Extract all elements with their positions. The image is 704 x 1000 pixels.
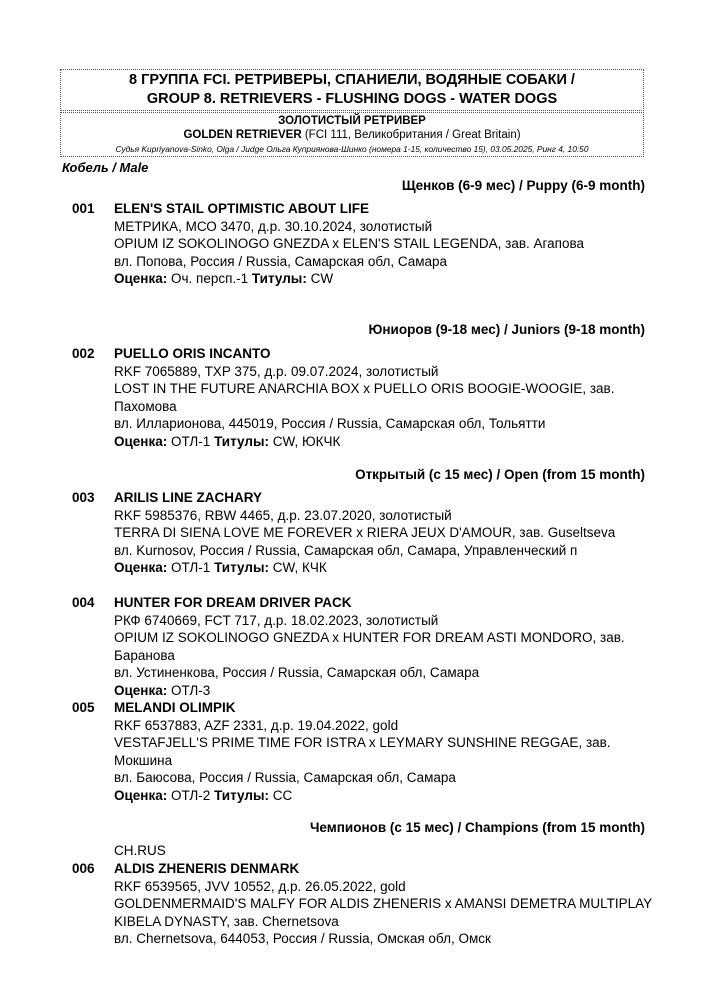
- grade-value: ОТЛ-2: [167, 787, 215, 803]
- entry-number: 002: [72, 346, 95, 361]
- breed-info: [61, 128, 643, 143]
- group-title-ru: 8 ГРУППА FCI. РЕТРИВЕРЫ, СПАНИЕЛИ, ВОДЯНЫЕ СОБАКИ /: [129, 72, 575, 88]
- dog-name: PUELLO ORIS INCANTO: [114, 346, 271, 361]
- parents-breeder: LOST IN THE FUTURE ANARCHIA BOX x PUELLO ORIS BOOGIE-WOOGIE, зав. Пахомова: [114, 381, 615, 414]
- registration: МЕТРИКА, МСО 3470, д.р. 30.10.2024, золотистый: [114, 218, 433, 234]
- owner: вл. Chernetsova, 644053, Россия / Russia, Омская обл, Омск: [114, 931, 491, 946]
- titles-value: CW, ЮКЧК: [268, 433, 341, 449]
- registration: RKF 7065889, TXP 375, д.р. 09.07.2024, золотистый: [114, 363, 439, 379]
- judge-line: Судья Kupriyanova-Sinko, Olga / Judge Ольга Куприянова-Шинко (номера 1-15, количество 15), 03.05.2025, Ринг 4, 10:50: [115, 144, 589, 154]
- grade-label: Оценка:: [114, 682, 168, 698]
- sex-heading: Кобель / Male: [62, 160, 149, 175]
- result: [114, 787, 652, 805]
- owner: вл. Илларионова, 445019, Россия / Russia, Самарская обл, Тольятти: [114, 416, 546, 431]
- grade-value: ОТЛ-1: [167, 560, 215, 575]
- class-heading-open: Открытый (с 15 мес) / Open (from 15 month): [355, 467, 645, 482]
- parents-breeder: TERRA DI SIENA LOVE ME FOREVER x RIERA JEUX D'AMOUR, зав. Guseltseva: [114, 525, 616, 540]
- dog-name: ELEN'S STAIL OPTIMISTIC ABOUT LIFE: [114, 201, 369, 216]
- grade-label: Оценка:: [114, 560, 168, 575]
- class-heading-juniors: Юниоров (9-18 мес) / Juniors (9-18 month): [368, 322, 645, 337]
- parents-breeder: OPIUM IZ SOKOLINOGO GNEZDA x ELEN'S STAIL LEGENDA, зав. Агапова: [114, 236, 585, 251]
- registration: RKF 6537883, AZF 2331, д.р. 19.04.2022, gold: [114, 717, 399, 733]
- breed-origin: (FCI 111, Великобритания / Great Britain): [301, 129, 521, 141]
- grade-value: ОТЛ-3: [167, 682, 211, 698]
- result: [114, 559, 652, 577]
- parents-breeder: VESTAFJELL'S PRIME TIME FOR ISTRA x LEYMARY SUNSHINE REGGAE, зав. Мокшина: [114, 735, 611, 768]
- parents-breeder: OPIUM IZ SOKOLINOGO GNEZDA x HUNTER FOR DREAM ASTI MONDORO, зав. Баранова: [114, 630, 625, 663]
- owner: вл. Баюсова, Россия / Russia, Самарская обл, Самара: [114, 770, 456, 785]
- grade-value: Оч. персп.-1: [167, 271, 252, 286]
- titles-value: CW, КЧК: [268, 560, 327, 575]
- breed-name-en: GOLDEN RETRIEVER: [183, 129, 302, 141]
- entry-number: 001: [72, 201, 95, 216]
- grade-value: ОТЛ-1: [167, 433, 215, 449]
- owner: вл. Устиненкова, Россия / Russia, Самарская обл, Самара: [114, 665, 480, 680]
- titles-label: Титулы:: [214, 787, 269, 803]
- titles-label: Титулы:: [214, 433, 269, 449]
- grade-label: Оценка:: [114, 271, 168, 286]
- champion-note: CH.RUS: [114, 843, 166, 858]
- class-heading-puppy: Щенков (6-9 мес) / Puppy (6-9 month): [401, 178, 645, 193]
- entry-number: 004: [72, 595, 95, 610]
- registration: РКФ 6740669, FCT 717, д.р. 18.02.2023, золотистый: [114, 612, 439, 628]
- grade-label: Оценка:: [114, 787, 168, 803]
- breed-name-ru: ЗОЛОТИСТЫЙ РЕТРИВЕР: [278, 115, 426, 127]
- dog-name: HUNTER FOR DREAM DRIVER PACK: [114, 595, 352, 610]
- group-title-en: GROUP 8. RETRIEVERS - FLUSHING DOGS - WATER DOGS: [146, 91, 558, 107]
- entry-number: 005: [72, 700, 95, 715]
- owner: вл. Попова, Россия / Russia, Самарская обл, Самара: [114, 253, 448, 269]
- titles-value: CW: [306, 271, 334, 286]
- entry-number: 003: [72, 490, 95, 505]
- result: [114, 682, 652, 700]
- titles-label: Титулы:: [214, 560, 269, 575]
- registration: RKF 5985376, RBW 4465, д.р. 23.07.2020, золотистый: [114, 507, 452, 523]
- titles-label: Титулы:: [251, 271, 307, 286]
- registration: RKF 6539565, JVV 10552, д.р. 26.05.2022, gold: [114, 878, 406, 894]
- parents-breeder: GOLDENMERMAID'S MALFY FOR ALDIS ZHENERIS x AMANSI DEMETRA MULTIPLAY KIBELA DYNASTY, зав. Chernetsova: [114, 896, 652, 929]
- dog-name: ARILIS LINE ZACHARY: [114, 490, 262, 505]
- breed-header: [60, 112, 644, 157]
- result: [114, 270, 652, 288]
- entry-number: 006: [72, 861, 95, 876]
- dog-name: MELANDI OLIMPIK: [114, 700, 236, 715]
- group-header: [60, 69, 644, 111]
- class-heading-champions: Чемпионов (с 15 мес) / Champions (from 15 month): [309, 820, 645, 835]
- grade-label: Оценка:: [114, 433, 168, 449]
- dog-name: ALDIS ZHENERIS DENMARK: [114, 861, 300, 876]
- owner: вл. Kurnosov, Россия / Russia, Самарская обл, Самара, Управленческий п: [114, 542, 578, 558]
- result: [114, 433, 652, 451]
- titles-value: CC: [268, 787, 293, 803]
